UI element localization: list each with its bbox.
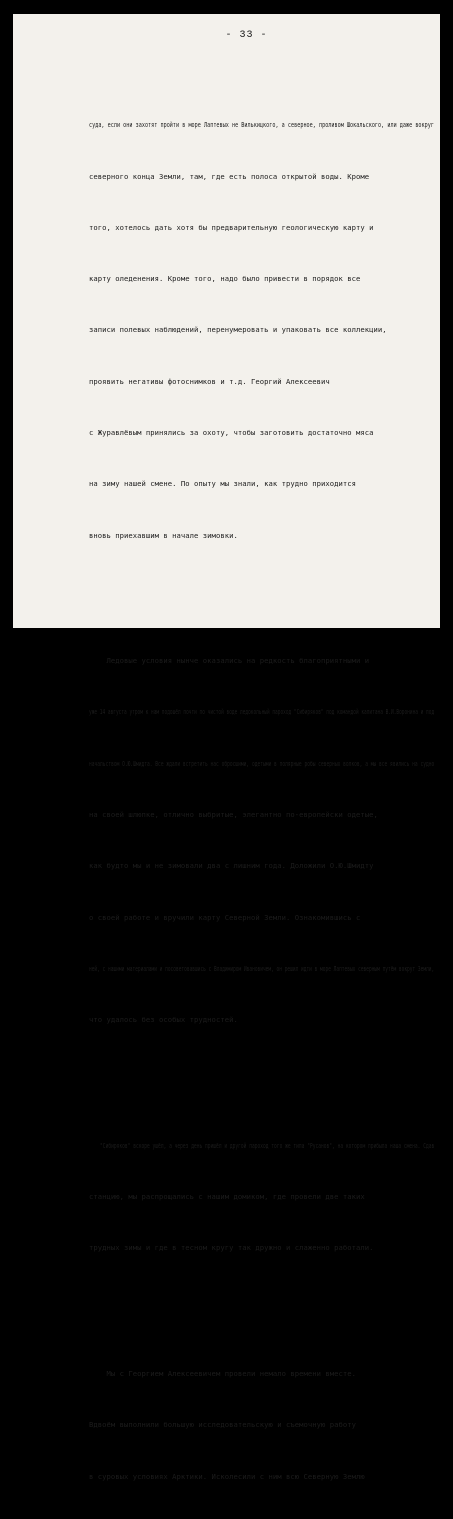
text-line: карту оледенения. Кроме того, надо было привести в порядок все xyxy=(89,274,361,284)
text-line: уже 14 августа утром к нам подошёл почти по чистой воде ледокольный пароход "Сибиряков" под командой капитана В.И.Воронина и под xyxy=(89,707,435,717)
paragraph-gap xyxy=(89,578,434,584)
text-line: вновь приехавшим в начале зимовки. xyxy=(89,530,238,540)
text-line: Ледовые условия нынче оказались на редкость благоприятными и xyxy=(89,656,370,666)
text-line: как будто мы и не зимовали два с лишним года. Доложили О.Ю.Шмидту xyxy=(89,861,374,871)
text-line: Мы с Георгием Алексеевичем провели немало времени вместе. xyxy=(89,1369,357,1379)
text-line: трудных зимы и где в тесном кругу так дружно и слаженно работали. xyxy=(89,1243,374,1253)
paragraph-gap xyxy=(89,1062,434,1068)
text-line: того, хотелось дать хотя бы предварительную геологическую карту и xyxy=(89,222,374,232)
text-line: "Сибиряков" вскоре ушёл, а через день пришёл и другой пароход того же типа "Русанов", на котором прибыла наша смена. Сдав xyxy=(89,1140,435,1150)
text-line: записи полевых наблюдений, перенумеровать и упаковать все коллекции, xyxy=(89,325,387,335)
text-line: суда, если они захотят пройти в море Лаптевых не Вилькицкого, а северное, проливом Шокальского, или даже вокруг xyxy=(89,120,434,130)
text-line: в суровых условиях Арктики. Исколесили с ним всю Северную Землю xyxy=(89,1471,365,1481)
text-line: на зиму нашей смене. По опыту мы знали, как трудно приходится xyxy=(89,479,357,489)
text-line: Вдвоём выполнили большую исследовательскую и съемочную работу xyxy=(89,1420,357,1430)
text-line: станцию, мы распрощались с нашим домиком, где провели две таких xyxy=(89,1192,365,1202)
text-line: с Журавлёвым принялись за охоту, чтобы заготовить достаточно мяса xyxy=(89,427,374,437)
text-line: на своей шлюпке, отлично выбритые, элегантно по-европейски одетые, xyxy=(89,810,378,820)
text-line: начальством О.Ю.Шмидта. Все ждали встретить нас обросшими, одетыми в полярные робы северных волков, а мы все явились на судно xyxy=(89,758,435,768)
text-line: проявить негативы фотоснимков и т.д. Георгий Алексеевич xyxy=(89,376,330,386)
body-text xyxy=(89,65,434,1519)
text-line: ней, с нашими материалами и посоветовавшись с Владимиром Ивановичем, он решил идти в море Лаптевых северным путём вокруг Земли, xyxy=(89,963,435,973)
document-page xyxy=(13,14,440,1481)
text-line: северного конца Земли, там, где есть полоса открытой воды. Кроме xyxy=(89,171,370,181)
paragraph-gap xyxy=(89,1291,434,1297)
text-line: что удалось без особых трудностей. xyxy=(89,1015,238,1025)
text-line: о своей работе и вручили карту Северной Земли. Ознакомившись с xyxy=(89,912,361,922)
page-number: - 33 - xyxy=(225,30,268,41)
